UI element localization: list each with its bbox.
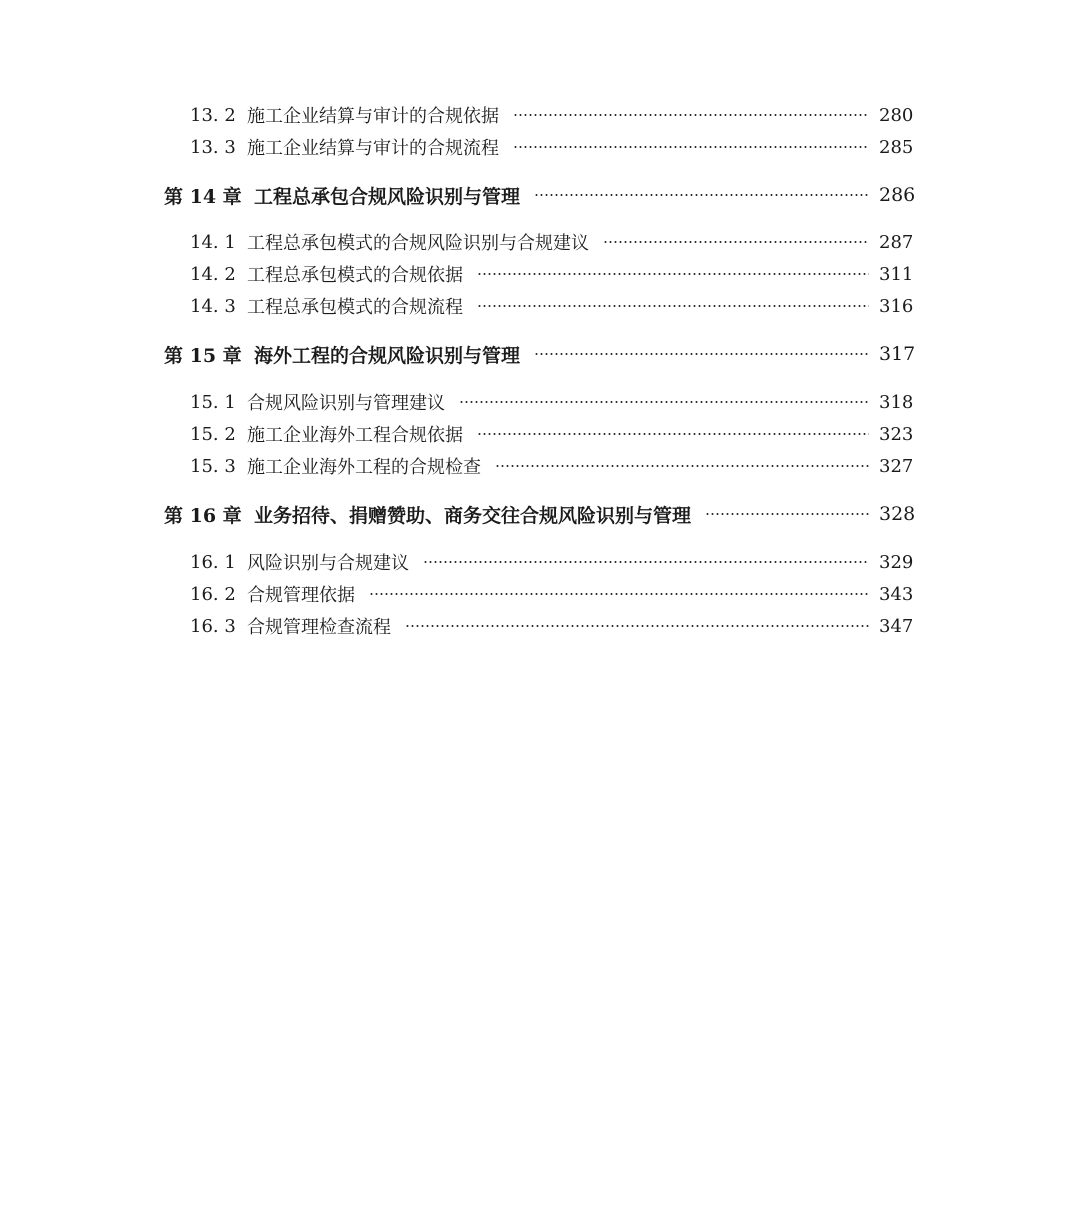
toc-entry-14-2 bbox=[190, 259, 914, 289]
entry-title: 工程总承包模式的合规流程 bbox=[247, 297, 463, 318]
entry-title: 合规风险识别与管理建议 bbox=[247, 393, 445, 414]
toc-entry-15-3 bbox=[190, 451, 914, 481]
entry-number: 14. 1 bbox=[190, 231, 236, 253]
toc-entry-13-2 bbox=[190, 100, 914, 130]
entry-page-number: 328 bbox=[879, 503, 916, 525]
entry-page-number: 285 bbox=[879, 136, 914, 158]
dot-leader bbox=[705, 513, 869, 515]
toc-entry-16-3 bbox=[190, 611, 914, 641]
toc-entry-16-1 bbox=[190, 547, 914, 577]
chapter-number: 第 16 章 bbox=[164, 504, 242, 527]
entry-number: 15. 2 bbox=[190, 423, 236, 445]
entry-page-number: 318 bbox=[879, 391, 914, 413]
toc-entry-16-2 bbox=[190, 579, 914, 609]
entry-number: 16. 3 bbox=[190, 615, 236, 637]
entry-page-number: 347 bbox=[879, 615, 914, 637]
dot-leader bbox=[405, 625, 869, 627]
dot-leader bbox=[423, 561, 869, 563]
entry-title: 工程总承包模式的合规依据 bbox=[247, 265, 463, 286]
entry-page-number: 286 bbox=[879, 184, 916, 206]
entry-page-number: 327 bbox=[879, 455, 914, 477]
chapter-number: 第 14 章 bbox=[164, 185, 242, 208]
entry-title: 风险识别与合规建议 bbox=[247, 553, 409, 574]
entry-page-number: 287 bbox=[879, 231, 914, 253]
entry-page-number: 343 bbox=[879, 583, 914, 605]
toc-chapter-15 bbox=[164, 339, 916, 369]
chapter-title: 海外工程的合规风险识别与管理 bbox=[254, 344, 521, 367]
entry-page-number: 323 bbox=[879, 423, 914, 445]
toc-entry-14-1 bbox=[190, 227, 914, 257]
dot-leader bbox=[477, 273, 869, 275]
entry-number: 13. 3 bbox=[190, 136, 236, 158]
dot-leader bbox=[495, 465, 869, 467]
entry-title: 施工企业海外工程的合规检查 bbox=[247, 457, 481, 478]
toc-entry-15-2 bbox=[190, 419, 914, 449]
entry-title: 工程总承包模式的合规风险识别与合规建议 bbox=[247, 233, 589, 254]
entry-page-number: 311 bbox=[879, 263, 914, 285]
entry-page-number: 280 bbox=[879, 104, 914, 126]
entry-number: 16. 2 bbox=[190, 583, 236, 605]
dot-leader bbox=[603, 241, 869, 243]
toc-chapter-16 bbox=[164, 499, 916, 529]
toc-entry-15-1 bbox=[190, 387, 914, 417]
dot-leader bbox=[513, 146, 869, 148]
entry-page-number: 329 bbox=[879, 551, 914, 573]
dot-leader bbox=[459, 401, 869, 403]
dot-leader bbox=[369, 593, 869, 595]
entry-title: 施工企业结算与审计的合规流程 bbox=[247, 138, 499, 159]
entry-title: 施工企业结算与审计的合规依据 bbox=[247, 106, 499, 127]
entry-page-number: 317 bbox=[879, 343, 916, 365]
entry-title: 合规管理依据 bbox=[247, 585, 355, 606]
dot-leader bbox=[534, 353, 869, 355]
dot-leader bbox=[477, 305, 869, 307]
entry-number: 14. 3 bbox=[190, 295, 236, 317]
chapter-title: 业务招待、捐赠赞助、商务交往合规风险识别与管理 bbox=[254, 504, 692, 527]
chapter-number: 第 15 章 bbox=[164, 344, 242, 367]
toc-entry-13-3 bbox=[190, 132, 914, 162]
entry-page-number: 316 bbox=[879, 295, 914, 317]
toc-entry-14-3 bbox=[190, 291, 914, 321]
dot-leader bbox=[534, 194, 869, 196]
entry-title: 合规管理检查流程 bbox=[247, 617, 391, 638]
entry-number: 15. 3 bbox=[190, 455, 236, 477]
toc-chapter-14 bbox=[164, 180, 916, 210]
entry-number: 14. 2 bbox=[190, 263, 236, 285]
dot-leader bbox=[513, 114, 869, 116]
chapter-title: 工程总承包合规风险识别与管理 bbox=[254, 185, 521, 208]
entry-number: 13. 2 bbox=[190, 104, 236, 126]
entry-title: 施工企业海外工程合规依据 bbox=[247, 425, 463, 446]
entry-number: 15. 1 bbox=[190, 391, 236, 413]
entry-number: 16. 1 bbox=[190, 551, 236, 573]
dot-leader bbox=[477, 433, 869, 435]
